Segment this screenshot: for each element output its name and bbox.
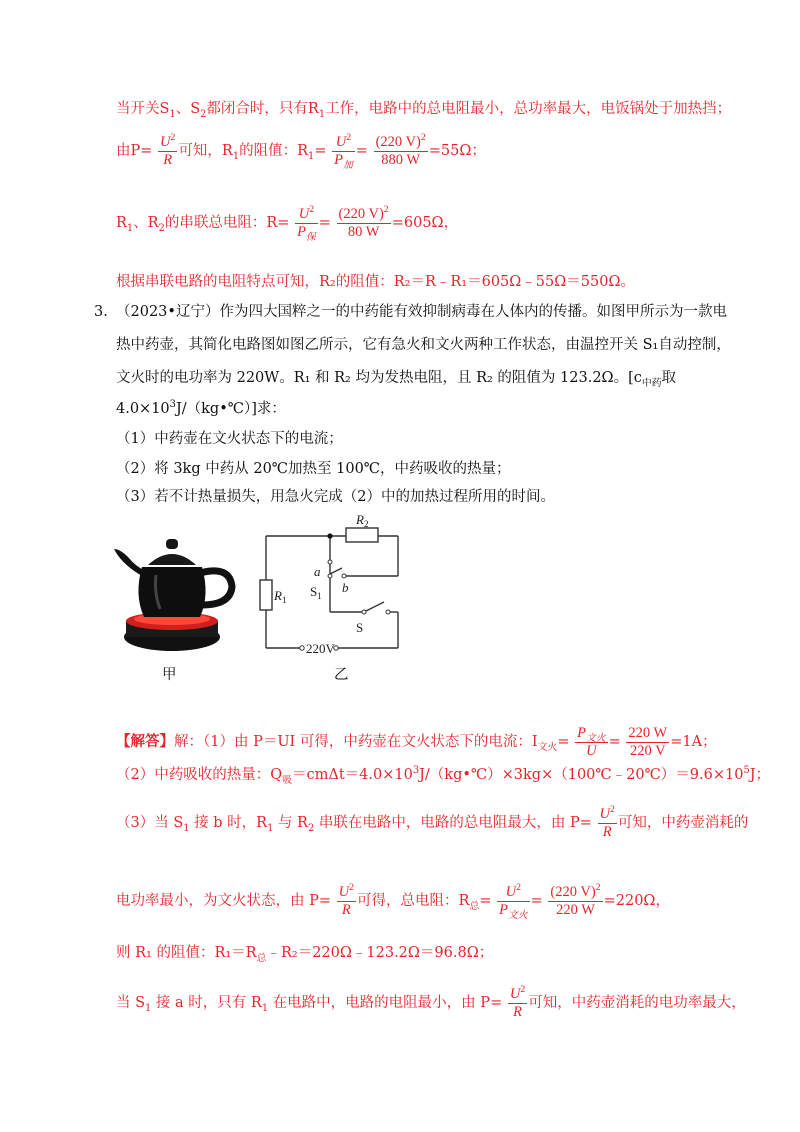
answer-line-1: 【解答】解：（1）由 P＝UI 可得，中药壶在文火状态下的电流：$I_{文火}=$ $\frac{P_{文火}}{U}$ = $\frac{220 W}{220 V}$ =1A； [116,725,717,759]
question-3: （3）若不计热量损失，用急火完成（2）中的加热过程所用的时间。 [116,489,555,505]
problem-text-1: （2023•辽宁）作为四大国粹之一的中药能有效抑制病毒在人体内的传播。如图甲所示为一款电 [116,304,727,320]
label-s1: S [310,584,318,599]
figure-label-a: 甲 [162,667,177,683]
formula-current-value: $\frac{220 W}{220 V}$ [628,725,668,759]
label-r1: R [274,588,282,603]
formula-u2-over-r-3: $\frac{U^2}{R}$ [338,882,355,918]
formula-u2-over-r-2: $\frac{U^2}{R}$ [599,804,615,840]
question-1: （1）中药壶在文火状态下的电流； [116,431,343,447]
formula-u2-over-pwenhuo: $\frac{U^2}{P_{文火}}$ [499,882,528,921]
answer-line-3: （3）当 $S_1$ 接 b 时，$R_1$ 与 $R_2$ 串联在电路中，电路的总电阻最大，由 P= $\frac{U^2}{R}$ 可知，中药壶消耗的 [116,804,749,840]
solution-line-1: 当开关$S_1$、$S_2$都闭合时，只有$R_1$工作，电路中的总电阻最小，总功率最大，电饭锅处于加热挡； [116,101,732,120]
answer-line-6: 当 $S_1$ 接 a 时，只有 $R_1$ 在电路中，电路的电阻最小，由 P= $\frac{U^2}{R}$ 可知，中药壶消耗的电功率最大， [116,984,746,1020]
answer-line-5: 则 R₁ 的阻值：$R_1=R_总﹣R_2=220\Omega﹣123.2\Omega=96.8\Omega$； [116,945,494,964]
svg-text:R2: $R_2$ [356,512,369,529]
formula-u2-over-r: $\frac{U^2}{R}$ [160,132,176,168]
circuit-diagram [252,508,412,658]
question-2: （2）将 3kg 中药从 20℃加热至 100℃，中药吸收的热量； [116,461,511,477]
solution-line-2: 由P= $\frac{U^2}{R}$ 可知，$R_1$的阻值：$R_1=$ $\frac{U^2}{P_加}$ = $\frac{(220 V)^2}{880 W}$ =55Ω； [116,132,486,171]
svg-text:S1: $S_1$ [310,584,322,601]
problem-text-4: $4.0\times 10^3J/(kg•℃)$]求： [116,399,286,417]
formula-value: $\frac{(220 V)^2}{880 W}$ [375,132,426,168]
formula-u2-over-p: $\frac{U^2}{P_加}$ [334,132,353,171]
solution-line-3: $R_1$、$R_2$的串联总电阻：R= $\frac{U^2}{P_保}$ = $\frac{(220 V)^2}{80 W}$ =605Ω， [116,204,459,243]
answer-line-2: （2）中药吸收的热量：$Q_吸=cm\Delta t=4.0\times 10^3J/(kg•℃)\times 3kg\times(100℃﹣20℃)=9.6\times 10^5J$； [116,765,771,786]
answer-line-4: 电功率最小，为文火状态，由 P= $\frac{U^2}{R}$ 可得，总电阻：$R_总=$ $\frac{U^2}{P_{文火}}$ = $\frac{(220 V)^2}{220 W}$ =220Ω， [116,882,670,921]
label-a: a [314,564,321,579]
formula-resistance-value: $\frac{(220 V)^2}{220 W}$ [550,882,601,918]
label-b: b [342,580,349,595]
answer-tag: 【解答】 [116,733,174,751]
label-voltage: 220V [306,641,335,656]
problem-text-2: 热中药壶，其简化电路图如图乙所示，它有急火和文火两种工作状态，由温控开关 S₁自动控制， [116,337,731,353]
teapot-image [112,525,242,655]
formula-p-over-u: $\frac{P_{文火}}{U}$ [577,725,606,759]
problem-number: 3. [94,304,108,320]
formula-value-2: $\frac{(220 V)^2}{80 W}$ [338,204,389,240]
figure-label-b: 乙 [334,667,349,683]
label-s: S [356,620,364,635]
problem-text-3: 文火时的电功率为 220W。R₁ 和 R₂ 均为发热电阻，且 R₂ 的阻值为 123.2Ω。[$c_{中药}$取 [116,370,677,389]
formula-u2-over-pbao: $\frac{U^2}{P_保}$ [297,204,316,243]
formula-u2-over-r-4: $\frac{U^2}{R}$ [509,984,526,1020]
label-r2: R [356,512,364,527]
svg-text:R1: $R_1$ [274,588,287,605]
solution-line-4: 根据串联电路的电阻特点可知，R₂的阻值：R₂＝R﹣R₁＝605Ω﹣55Ω＝550Ω。 [116,274,635,290]
